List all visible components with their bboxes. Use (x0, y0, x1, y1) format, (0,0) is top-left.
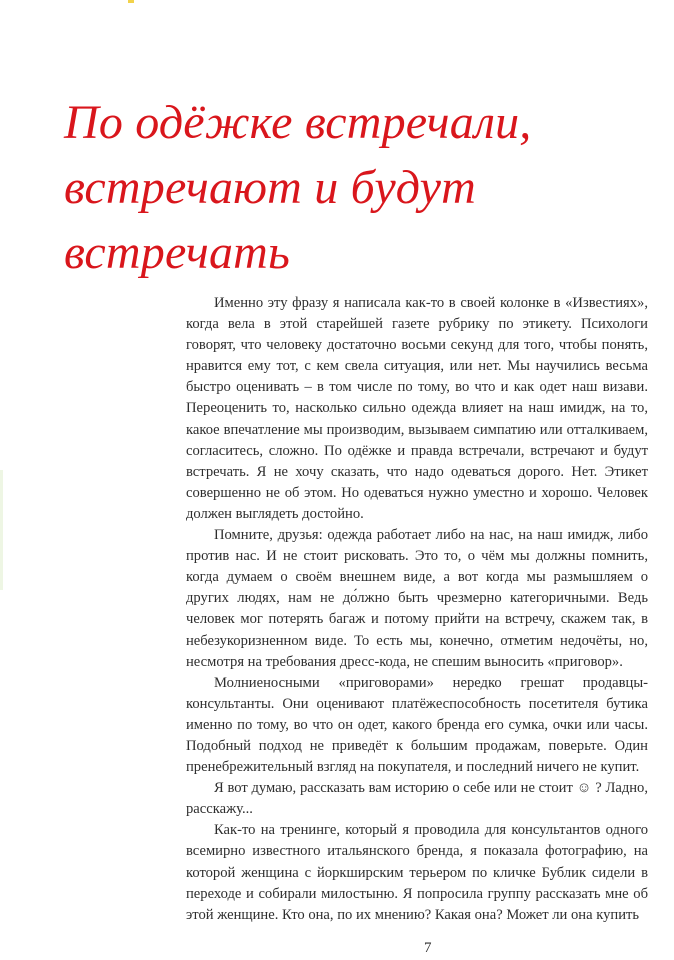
corner-mark (128, 0, 134, 3)
paragraph-4: Я вот думаю, рассказать вам историю о себе или не стоит ☺ ? Ладно, расскажу... (186, 780, 648, 818)
chapter-title (64, 90, 624, 285)
paragraph-5: Как-то на тренинге, который я проводила для консультантов одного всемирно известного итальянского бренда, я показала фотографию, на которой женщина с йоркширским терьером по кличке Бублик сидели в переходе и собирали милостыню. Я попросила группу рассказать мне об этой женщине. Кто она, по их мнению? Какая она? Может ли она купить (186, 822, 648, 923)
paragraph-3: Молниеносными «приговорами» нередко грешат продавцы-консультанты. Они оценивают платёжеспособность посетителя бутика именно по тому, во что он одет, какого бренда его сумка, очки или часы. Подобный подход не приведёт к большим продажам, поверьте. Один пренебрежительный взгляд на покупателя, и последний ничего не купит. (186, 674, 648, 776)
body-text (186, 293, 648, 926)
page-number: 7 (424, 940, 432, 956)
paragraph-1: Именно эту фразу я написала как-то в своей колонке в «Известиях», когда вела в этой старейшей газете рубрику по этикету. Психологи говорят, что человеку достаточно восьми секунд для того, чтобы понять, нравится ему тот, с кем свела ситуация, или нет. Мы научились весьма быстро оценивать – в том числе по тому, во что и как одет наш визави. Переоценить то, насколько сильно одежда влияет на наш имидж, на то, какое впечатление мы производим, вызываем симпатию или отталкиваем, согласитесь, сложно. По одёжке и правда встречали, встречают и будут встречать. Я не хочу сказать, что надо одеваться дорого. Нет. Этикет совершенно не об этом. Но одеваться нужно уместно и хорошо. Человек должен выглядеть достойно. (186, 295, 648, 522)
edge-tint (0, 470, 3, 590)
paragraph-2: Помните, друзья: одежда работает либо на нас, на наш имидж, либо против нас. И не стоит рисковать. Это то, о чём мы должны помнить, когда думаем о своём внешнем виде, а вот когда мы размышляем о других людях, нам не до́лжно быть чрезмерно категоричными. Ведь человек мог потерять багаж и потому прийти на встречу, скажем так, в небезукоризненном виде. То есть мы, конечно, отметим недочёты, но, несмотря на требования дресс-кода, не спешим выносить «приговор». (186, 527, 648, 670)
chapter-title-line-2: встречают и будут (64, 161, 476, 214)
chapter-title-line-1: По одёжке встречали, (64, 96, 532, 149)
chapter-title-line-3: встречать (64, 226, 291, 279)
